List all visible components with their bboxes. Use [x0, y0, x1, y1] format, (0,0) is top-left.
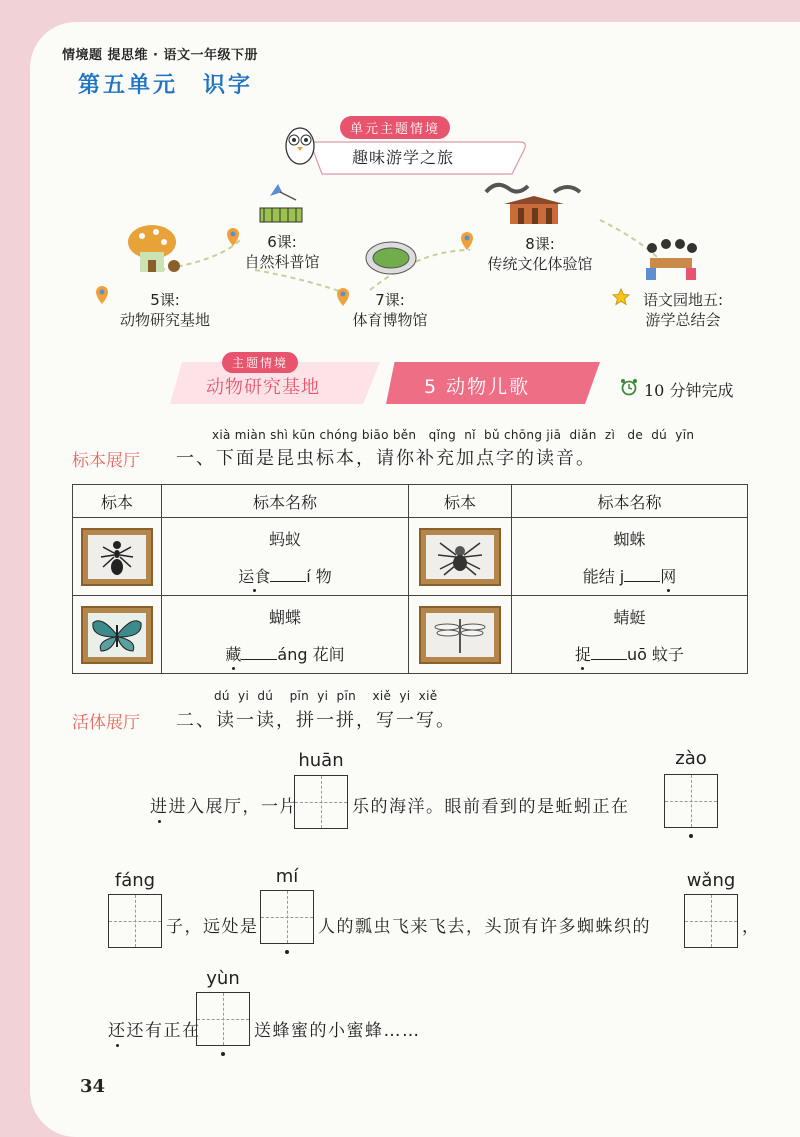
blank-pinyin: huān [298, 750, 344, 771]
spider-icon [436, 537, 484, 577]
answer-blank[interactable] [241, 645, 277, 660]
emphasis-dot [285, 950, 289, 954]
page-number: 34 [80, 1076, 106, 1097]
writing-box[interactable] [684, 894, 738, 948]
emphasis-dot [221, 1052, 225, 1056]
specimen-name: 蜻蜓 [613, 607, 646, 627]
butterfly-icon [91, 615, 143, 655]
fill-phrase: 运食 í 物 [238, 566, 332, 586]
passage-text: 还还有正在 [108, 1021, 201, 1041]
specimen-name: 蝴蝶 [268, 607, 301, 627]
fill-phrase: 捉 uō 蚊子 [574, 644, 685, 664]
writing-box[interactable] [108, 894, 162, 948]
blank-pinyin: fáng [114, 870, 156, 891]
answer-blank[interactable] [591, 645, 627, 660]
stadium-icon [364, 236, 418, 278]
writing-box[interactable] [294, 775, 348, 829]
specimen-name: 蚂蚁 [268, 529, 301, 549]
theme-title: 趣味游学之旅 [352, 148, 455, 167]
blank-pinyin: mí [275, 866, 299, 887]
passage-text: 进进入展厅，一片 [150, 797, 298, 817]
fill-phrase: 藏 áng 花间 [225, 644, 345, 664]
col-header: 标本名称 [512, 485, 748, 518]
book-title: 情境题 提思维 · 语文一年级下册 [62, 48, 259, 63]
spider-specimen-frame [419, 528, 501, 586]
specimen-name: 蜘蛛 [613, 529, 646, 549]
answer-blank[interactable] [624, 567, 660, 582]
passage-text: 人的瓢虫飞来飞去，头顶有许多蜘蛛织的 [318, 917, 651, 937]
owl-mascot-icon [286, 128, 314, 164]
mushroom-house-icon [124, 222, 186, 278]
passage-text: ， [742, 917, 761, 937]
temple-dragon-icon [484, 178, 582, 230]
passage-text: 乐的海洋。眼前看到的是蚯蚓正在 [352, 797, 630, 817]
time-text: 10 分钟完成 [644, 381, 734, 400]
q1-instruction: 一、下面是昆虫标本，请你补充加点字的读音。 [176, 448, 596, 469]
blank-pinyin: yùn [206, 968, 240, 989]
writing-box[interactable] [664, 774, 718, 828]
dragonfly-icon [433, 615, 487, 655]
table-row [73, 518, 748, 596]
ant-icon [95, 537, 139, 577]
col-header: 标本名称 [162, 485, 409, 518]
q1-section-label: 标本展厅 [72, 451, 140, 471]
specimen-table [72, 484, 748, 674]
emphasis-dot [689, 834, 693, 838]
writing-box[interactable] [260, 890, 314, 944]
ant-specimen-frame [81, 528, 153, 586]
passage-text: 子，远处是 [166, 917, 259, 937]
science-museum-icon [256, 182, 306, 226]
q1-pinyin: xià miàn shì kūn chóng biāo běn qǐng nǐ bǔ chōng jiā diǎn zì de dú yīn [212, 428, 695, 442]
q2-pinyin: dú yi dú pīn yi pīn xiě yi xiě [214, 689, 438, 703]
stop-lesson5: 5课: 动物研究基地 [119, 291, 210, 329]
dragonfly-specimen-frame [419, 606, 501, 664]
unit-title: 第五单元 识字 [78, 73, 254, 98]
q2-section-label: 活体展厅 [72, 713, 140, 733]
table-row [73, 596, 748, 674]
meeting-table-icon [640, 236, 700, 282]
answer-blank[interactable] [270, 567, 306, 582]
stop-lesson7: 7课: 体育博物馆 [352, 291, 428, 329]
passage-text: 送蜂蜜的小蜜蜂…… [254, 1021, 421, 1041]
stop-lesson6: 6课: 自然科普馆 [244, 233, 320, 271]
writing-box[interactable] [196, 992, 250, 1046]
scene-title: 动物研究基地 [206, 377, 320, 398]
blank-pinyin: wǎng [686, 870, 736, 891]
q2-instruction: 二、读一读，拼一拼，写一写。 [176, 710, 456, 731]
lesson-title: 5 动物儿歌 [424, 376, 531, 398]
stop-lesson8: 8课: 传统文化体验馆 [487, 235, 593, 273]
scene-badge: 主题情境 [222, 352, 298, 373]
stop-yuwen-garden: 语文园地五: 游学总结会 [642, 291, 724, 329]
theme-badge: 单元主题情境 [340, 116, 450, 139]
fill-phrase: 能结 j 网 [582, 566, 677, 586]
col-header: 标本 [409, 485, 512, 518]
col-header: 标本 [73, 485, 162, 518]
alarm-clock-icon [620, 378, 638, 396]
blank-pinyin: zào [675, 748, 707, 769]
butterfly-specimen-frame [81, 606, 153, 664]
